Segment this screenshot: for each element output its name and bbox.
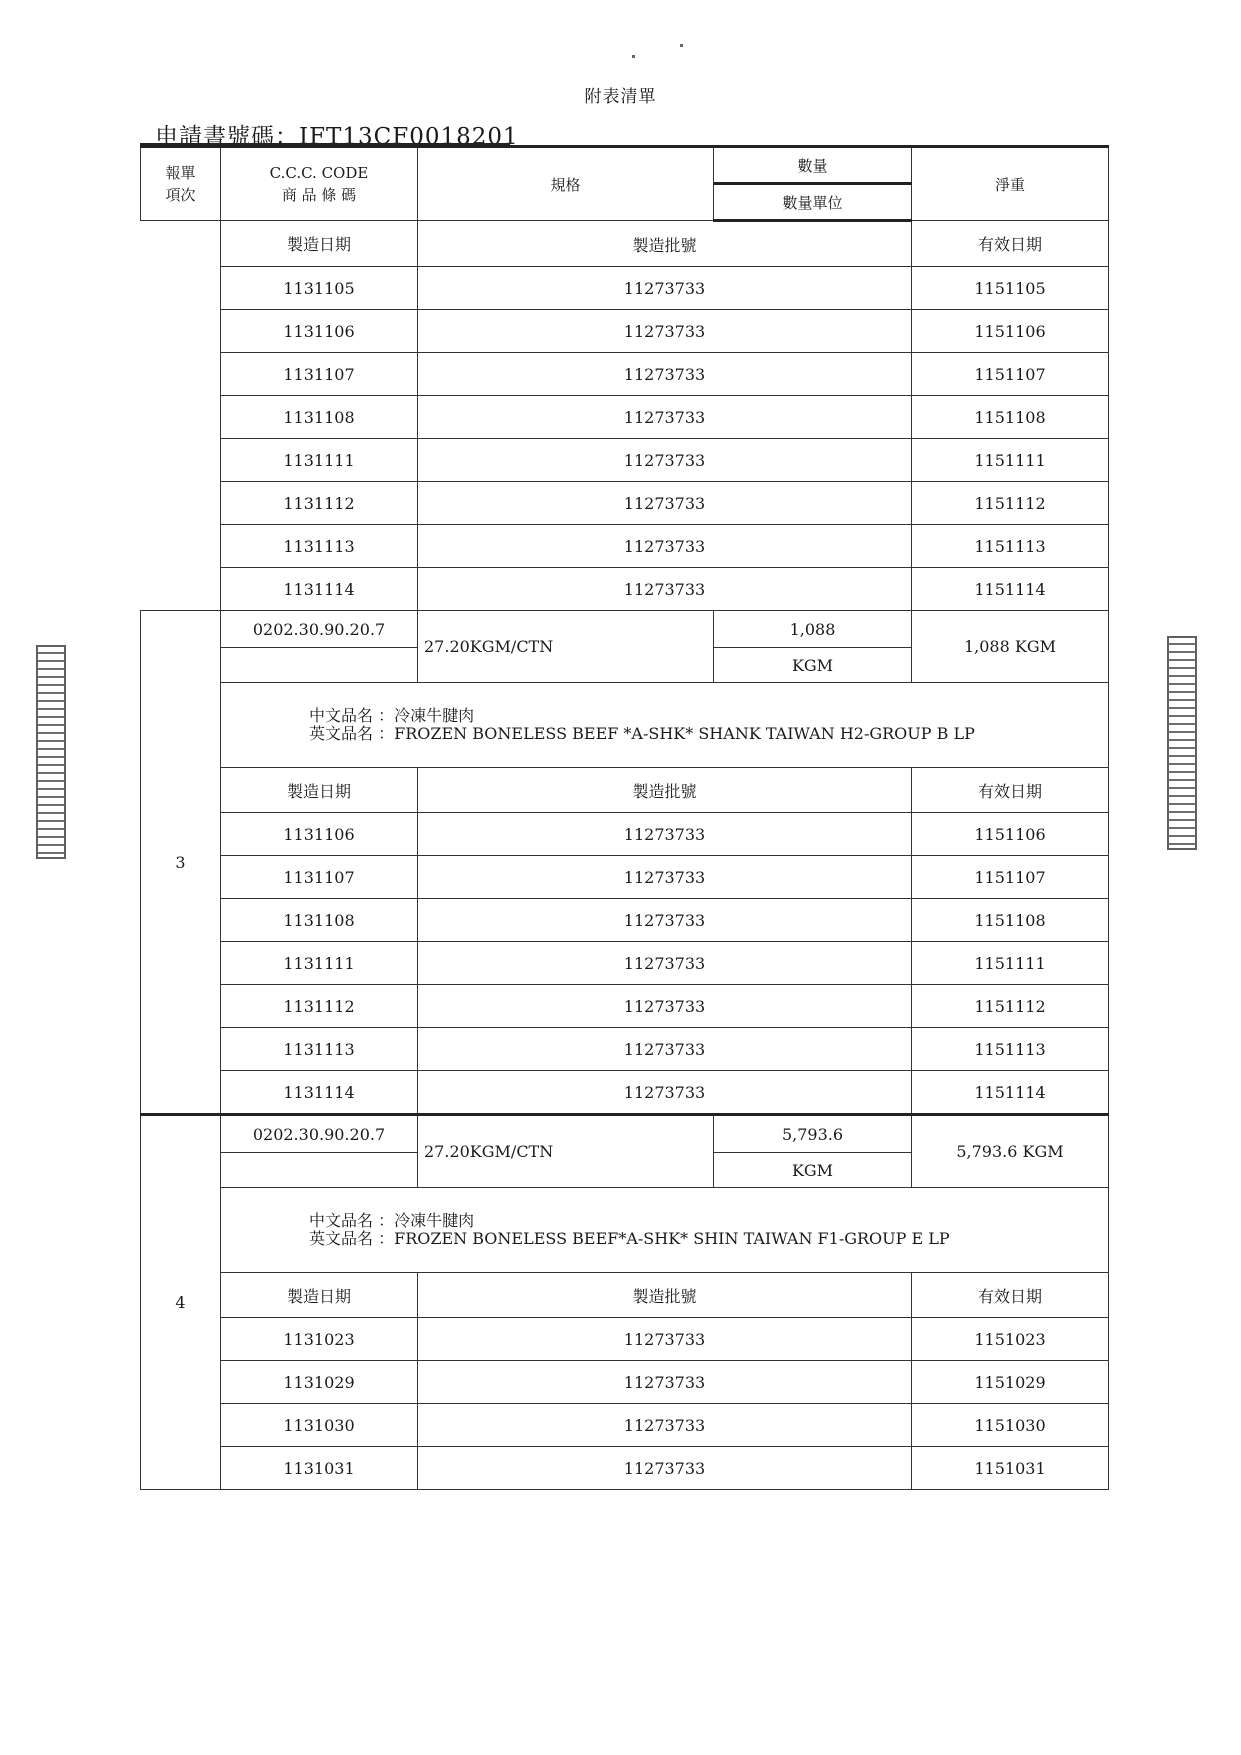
table-row — [141, 353, 1109, 396]
net-weight-cell: 1,088 KGM — [912, 611, 1109, 683]
expiry-date-header: 有效日期 — [912, 221, 1109, 267]
product-name-row — [141, 1188, 1109, 1273]
net-weight-cell: 5,793.6 KGM — [912, 1115, 1109, 1188]
mfg-date-cell: 1131029 — [221, 1361, 418, 1404]
batch-header-row — [141, 221, 1109, 267]
table-row — [141, 525, 1109, 568]
expiry-date-cell: 1151111 — [912, 439, 1109, 482]
name-en-value: FROZEN BONELESS BEEF*A-SHK* SHIN TAIWAN F1-GROUP E LP — [394, 1229, 950, 1248]
batch-no-header: 製造批號 — [418, 768, 912, 813]
batch-no-cell: 11273733 — [418, 267, 912, 310]
unit-cell: KGM — [714, 648, 912, 683]
mfg-date-cell: 1131113 — [221, 525, 418, 568]
table-row — [141, 1447, 1109, 1490]
table-row — [141, 439, 1109, 482]
item-no-cell: 3 — [141, 611, 221, 1115]
expiry-date-cell: 1151107 — [912, 856, 1109, 899]
batch-no-cell: 11273733 — [418, 310, 912, 353]
batch-no-cell: 11273733 — [418, 942, 912, 985]
table-row — [141, 482, 1109, 525]
expiry-date-cell: 1151031 — [912, 1447, 1109, 1490]
batch-no-cell: 11273733 — [418, 856, 912, 899]
application-number-label: 申請書號碼： — [155, 124, 299, 150]
name-en-value: FROZEN BONELESS BEEF *A-SHK* SHANK TAIWAN H2-GROUP B LP — [394, 724, 975, 743]
name-zh-line — [309, 707, 1108, 725]
mfg-date-cell: 1131112 — [221, 482, 418, 525]
expiry-date-cell: 1151030 — [912, 1404, 1109, 1447]
attachment-table — [140, 145, 1109, 1490]
table-row — [141, 1318, 1109, 1361]
table-row — [141, 1028, 1109, 1071]
expiry-date-cell: 1151023 — [912, 1318, 1109, 1361]
name-zh-label: 中文品名 ： — [309, 1211, 395, 1230]
batch-no-cell: 11273733 — [418, 1071, 912, 1115]
speck — [680, 44, 683, 47]
expiry-date-header: 有效日期 — [912, 1273, 1109, 1318]
table-row — [141, 942, 1109, 985]
ccc-code-blank-cell — [221, 1153, 418, 1188]
table-row — [141, 856, 1109, 899]
batch-no-cell: 11273733 — [418, 1447, 912, 1490]
name-zh-label: 中文品名 ： — [309, 706, 395, 725]
table-row — [141, 1404, 1109, 1447]
name-en-line — [309, 725, 1108, 743]
mfg-date-cell: 1131113 — [221, 1028, 418, 1071]
quantity-cell: 1,088 — [714, 611, 912, 648]
expiry-date-cell: 1151112 — [912, 482, 1109, 525]
mfg-date-cell: 1131107 — [221, 856, 418, 899]
mfg-date-cell: 1131107 — [221, 353, 418, 396]
table-row — [141, 310, 1109, 353]
batch-no-cell: 11273733 — [418, 396, 912, 439]
batch-header-row — [141, 1273, 1109, 1318]
ccc-code-cell: 0202.30.90.20.7 — [221, 1115, 418, 1153]
mfg-date-cell: 1131106 — [221, 310, 418, 353]
header-spec: 規格 — [418, 147, 714, 221]
batch-no-cell: 11273733 — [418, 482, 912, 525]
table-row — [141, 1071, 1109, 1115]
expiry-date-cell: 1151106 — [912, 310, 1109, 353]
mfg-date-header: 製造日期 — [221, 768, 418, 813]
name-zh-line — [309, 1212, 1108, 1230]
name-en-label: 英文品名 ： — [309, 724, 395, 743]
expiry-date-cell: 1151106 — [912, 813, 1109, 856]
batch-no-header: 製造批號 — [418, 221, 912, 267]
table-row — [141, 396, 1109, 439]
batch-no-cell: 11273733 — [418, 1318, 912, 1361]
expiry-date-cell: 1151113 — [912, 1028, 1109, 1071]
name-en-line — [309, 1230, 1108, 1248]
mfg-date-cell: 1131023 — [221, 1318, 418, 1361]
expiry-date-cell: 1151107 — [912, 353, 1109, 396]
expiry-date-cell: 1151108 — [912, 396, 1109, 439]
batch-no-cell: 11273733 — [418, 353, 912, 396]
batch-no-header: 製造批號 — [418, 1273, 912, 1318]
product-name-row — [141, 683, 1109, 768]
table-row — [141, 568, 1109, 611]
batch-no-cell: 11273733 — [418, 1404, 912, 1447]
table-row — [141, 899, 1109, 942]
expiry-date-cell: 1151114 — [912, 1071, 1109, 1115]
mfg-date-cell: 1131112 — [221, 985, 418, 1028]
mfg-date-cell: 1131111 — [221, 439, 418, 482]
table-row — [141, 1361, 1109, 1404]
expiry-date-cell: 1151105 — [912, 267, 1109, 310]
expiry-date-cell: 1151113 — [912, 525, 1109, 568]
ccc-code-blank-cell — [221, 648, 418, 683]
speck — [632, 55, 635, 58]
expiry-date-cell: 1151108 — [912, 899, 1109, 942]
batch-no-cell: 11273733 — [418, 899, 912, 942]
unit-cell: KGM — [714, 1153, 912, 1188]
batch-no-cell: 11273733 — [418, 568, 912, 611]
header-quantity-unit: 數量單位 — [714, 184, 912, 221]
header-quantity: 數量 — [714, 147, 912, 184]
name-zh-value: 冷凍牛腱肉 — [394, 706, 475, 725]
seal-stamp-left — [36, 645, 66, 859]
table-row — [141, 985, 1109, 1028]
batch-no-cell: 11273733 — [418, 1361, 912, 1404]
expiry-date-cell: 1151111 — [912, 942, 1109, 985]
seal-stamp-right — [1167, 636, 1197, 850]
name-zh-value: 冷凍牛腱肉 — [394, 1211, 475, 1230]
mfg-date-cell: 1131106 — [221, 813, 418, 856]
mfg-date-cell: 1131114 — [221, 568, 418, 611]
batch-header-row — [141, 768, 1109, 813]
expiry-date-header: 有效日期 — [912, 768, 1109, 813]
batch-no-cell: 11273733 — [418, 985, 912, 1028]
table-row — [141, 267, 1109, 310]
batch-no-cell: 11273733 — [418, 439, 912, 482]
header-ccc-code: C.C.C. CODE 商 品 條 碼 — [221, 147, 418, 221]
mfg-date-header: 製造日期 — [221, 221, 418, 267]
product-name-cell — [221, 683, 1109, 768]
batch-no-cell: 11273733 — [418, 1028, 912, 1071]
ccc-code-cell: 0202.30.90.20.7 — [221, 611, 418, 648]
mfg-date-header: 製造日期 — [221, 1273, 418, 1318]
mfg-date-cell: 1131108 — [221, 396, 418, 439]
name-en-label: 英文品名 ： — [309, 1229, 395, 1248]
item-spec-row — [141, 1115, 1109, 1153]
mfg-date-cell: 1131031 — [221, 1447, 418, 1490]
product-name-cell — [221, 1188, 1109, 1273]
expiry-date-cell: 1151029 — [912, 1361, 1109, 1404]
mfg-date-cell: 1131108 — [221, 899, 418, 942]
item-no-cell — [141, 221, 221, 611]
header-item-no: 報單 項次 — [141, 147, 221, 221]
quantity-cell: 5,793.6 — [714, 1115, 912, 1153]
table-row — [141, 813, 1109, 856]
mfg-date-cell: 1131111 — [221, 942, 418, 985]
batch-no-cell: 11273733 — [418, 813, 912, 856]
expiry-date-cell: 1151112 — [912, 985, 1109, 1028]
mfg-date-cell: 1131105 — [221, 267, 418, 310]
expiry-date-cell: 1151114 — [912, 568, 1109, 611]
batch-no-cell: 11273733 — [418, 525, 912, 568]
item-spec-row — [141, 611, 1109, 648]
header-net-weight: 淨重 — [912, 147, 1109, 221]
spec-cell: 27.20KGM/CTN — [418, 611, 714, 683]
item-no-cell: 4 — [141, 1115, 221, 1490]
application-number-value: IFT13CF0018201 — [299, 124, 519, 150]
mfg-date-cell: 1131030 — [221, 1404, 418, 1447]
mfg-date-cell: 1131114 — [221, 1071, 418, 1115]
spec-cell: 27.20KGM/CTN — [418, 1115, 714, 1188]
page-title: 附表清單 — [584, 87, 657, 107]
